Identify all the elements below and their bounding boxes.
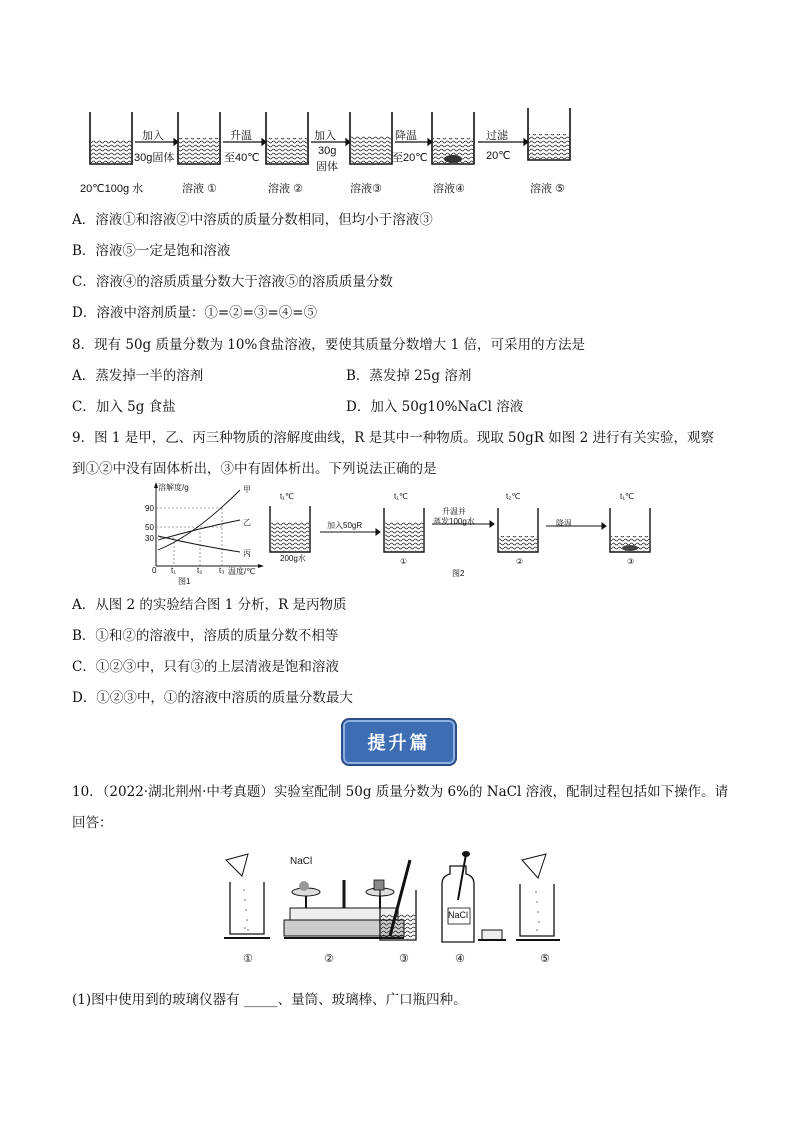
beaker-water — [90, 112, 132, 164]
fig2-temp-2: t₂℃ — [506, 492, 521, 501]
arrow2-bottom: 至40℃ — [224, 152, 260, 164]
fig2-temp-1: t₁℃ — [394, 492, 408, 501]
fig2-beaker-2 — [498, 508, 538, 552]
fig2-caption: 图2 — [452, 569, 465, 578]
fig2-beaker-label-2: ② — [516, 557, 524, 566]
bottle-nacl-label: NaCl — [448, 910, 469, 920]
curve-jia — [158, 490, 240, 550]
section-badge: 提升篇 — [341, 718, 457, 766]
arrow1-bottom: 30g固体 — [134, 152, 175, 164]
balance-nacl-label: NaCl — [290, 856, 313, 867]
fig1-xtick-t1: t₁ — [171, 566, 176, 575]
solubility-curve-figure — [140, 480, 268, 580]
step-label-5: ⑤ — [540, 953, 550, 965]
q7-option-b: B．溶液⑤一定是饱和溶液 — [72, 243, 231, 259]
step1-pouring — [224, 854, 270, 938]
q9-option-b: B．①和②的溶液中，溶质的质量分数不相等 — [72, 628, 339, 644]
fig1-xtick-t3: t₃ — [219, 566, 225, 575]
q10-apparatus-figure — [220, 850, 570, 950]
q9-stem-line1: 9．图 1 是甲，乙、丙三种物质的溶解度曲线，R 是其中一种物质。现取 50gR 如图 2 进行有关实验，观察 — [72, 430, 714, 446]
arrow2-top: 升温 — [230, 130, 252, 142]
beaker-label-5: 溶液 ⑤ — [530, 183, 565, 195]
q7-option-a: A．溶液①和溶液②中溶质的质量分数相同，但均小于溶液③ — [72, 212, 433, 228]
fig2-temp-0: t₁℃ — [280, 492, 294, 501]
beaker-solution-3 — [350, 112, 392, 164]
q9-stem-line2: 到①②中没有固体析出，③中有固体析出。下列说法正确的是 — [72, 461, 437, 477]
fig1-xtick-0: 0 — [152, 566, 157, 575]
q8-option-c: C．加入 5g 食盐 — [72, 399, 176, 415]
precipitate — [444, 155, 462, 163]
step-label-2: ② — [324, 953, 334, 965]
beaker-solution-1 — [178, 112, 220, 164]
curve-label-yi: 乙 — [243, 518, 251, 527]
arrow3-bottom: 固体 — [316, 161, 338, 173]
fig2-beaker-0 — [270, 506, 310, 552]
fig2-beaker-3 — [610, 508, 650, 552]
fig1-xtick-t2: t₂ — [197, 566, 203, 575]
arrow5-top: 过滤 — [486, 130, 508, 142]
beaker-label-3: 溶液③ — [350, 183, 382, 195]
q9-option-c: C．①②③中，只有③的上层清液是饱和溶液 — [72, 659, 339, 675]
q8-stem: 8．现有 50g 质量分数为 10%食盐溶液，要使其质量分数增大 1 倍，可采用的方法是 — [72, 337, 585, 353]
beaker-label-2: 溶液 ② — [268, 183, 303, 195]
arrow4-bottom: 至20℃ — [392, 152, 428, 164]
beaker-solution-2 — [266, 112, 308, 164]
fig1-ytick-30: 30 — [145, 534, 154, 543]
step-label-3: ③ — [399, 953, 409, 965]
fig2-arrow1-label: 加入50gR — [327, 521, 363, 530]
beaker-label-0: 20℃100g 水 — [80, 183, 144, 195]
q10-sub1 — [72, 988, 467, 1008]
beaker-solution-5 — [528, 108, 570, 160]
fig2-arrow2-top: 升温并 — [442, 507, 466, 516]
arrow5-bottom: 20℃ — [486, 150, 511, 162]
step-label-1: ① — [243, 953, 253, 965]
q7-option-c: C．溶液④的溶质质量分数大于溶液⑤的溶质质量分数 — [72, 274, 393, 290]
fig2-beaker-label-3: ③ — [627, 557, 635, 566]
step-label-4: ④ — [455, 953, 465, 965]
fig2-arrow2-bottom: 蒸发100g水 — [433, 517, 475, 526]
fig1-ytick-50: 50 — [145, 523, 154, 532]
q10-sub1-after: 、量筒、玻璃棒、广口瓶四种。 — [277, 992, 467, 1008]
beaker-label-1: 溶液 ① — [182, 183, 217, 195]
fig2-temp-3: t₁℃ — [620, 492, 634, 501]
q8-option-d: D．加入 50g10%NaCl 溶液 — [346, 399, 524, 415]
fig1-ylabel: 溶解度/g — [158, 483, 189, 492]
arrow3-top: 加入 — [314, 130, 336, 142]
q10-stem-line1: 10．（2022·湖北荆州·中考真题）实验室配制 50g 质量分数为 6%的 NaCl 溶液，配制过程包括如下操作。请 — [72, 784, 729, 800]
fig1-xlabel: 温度/℃ — [228, 567, 256, 576]
q10-sub1-before: (1)图中使用到的玻璃仪器有 — [72, 992, 240, 1008]
arrow4-top: 降温 — [395, 130, 417, 142]
step5-pouring — [516, 854, 560, 940]
q8-option-a: A．蒸发掉一半的溶剂 — [72, 368, 204, 384]
q7-option-d: D．溶液中溶剂质量：①=②=③=④=⑤ — [72, 305, 318, 321]
fig2-arrow3-label: 降温 — [556, 519, 572, 528]
q9-option-d: D．①②③中，①的溶液中溶质的质量分数最大 — [72, 690, 353, 706]
curve-yi — [158, 520, 240, 540]
fig2-beaker-label-1: ① — [400, 557, 408, 566]
fig2-beaker-1 — [384, 508, 424, 552]
q9-option-a: A．从图 2 的实验结合图 1 分析，R 是丙物质 — [72, 597, 347, 613]
step3-stirring — [380, 860, 416, 940]
arrow1-top: 加入 — [142, 130, 164, 142]
step4-reagent-bottle — [442, 851, 506, 942]
q8-option-b: B．蒸发掉 25g 溶剂 — [346, 368, 472, 384]
beaker-solution-4 — [432, 112, 474, 164]
fig2-precipitate — [622, 545, 638, 551]
beaker-label-4: 溶液④ — [433, 183, 465, 195]
fig1-ytick-90: 90 — [145, 504, 154, 513]
q10-sub1-blank[interactable]: _____ — [243, 992, 278, 1008]
q10-stem-line2: 回答： — [72, 815, 113, 831]
curve-label-bing: 丙 — [243, 549, 251, 558]
curve-label-jia: 甲 — [243, 485, 251, 494]
fig1-caption: 图1 — [178, 577, 191, 586]
arrow3-mid: 30g — [318, 145, 337, 157]
fig2-beaker0-label: 200g水 — [280, 554, 306, 563]
